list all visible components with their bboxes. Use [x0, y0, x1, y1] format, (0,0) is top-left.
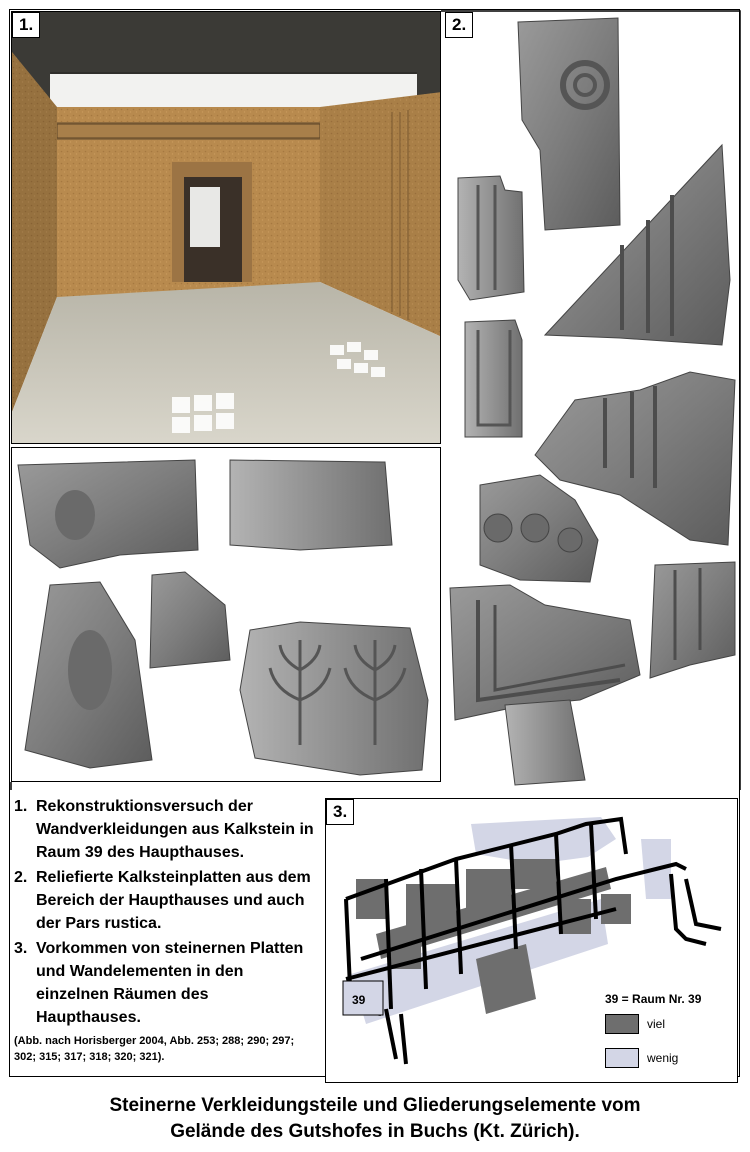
caption-block [14, 795, 314, 1065]
caption-item-1 [14, 795, 314, 864]
legend-swatch-dark [605, 1014, 639, 1034]
caption-reference: (Abb. nach Horisberger 2004, Abb. 253; 288; 290; 297; 302; 315; 317; 318; 320; 321). [14, 1035, 295, 1063]
legend-title: 39 = Raum Nr. 39 [605, 992, 702, 1006]
caption-num: 2. [14, 869, 28, 886]
figure-title [0, 1093, 750, 1145]
legend-swatch-light [605, 1048, 639, 1068]
room-39-label: 39 [352, 993, 366, 1007]
legend-label: wenig [647, 1051, 679, 1065]
caption-item-2 [14, 866, 314, 935]
legend-label: viel [647, 1017, 666, 1031]
caption-num: 1. [14, 798, 28, 815]
caption-num: 3. [14, 940, 28, 957]
caption-text: Reliefierte Kalksteinplatten aus dem Bereich der Haupthauses und auch der Pars rustica. [36, 869, 311, 932]
map-legend [605, 992, 735, 1068]
legend-item-viel [605, 1014, 735, 1034]
legend-item-wenig [605, 1048, 735, 1068]
caption-text: Rekonstruktionsversuch der Wandverkleidungen aus Kalkstein in Raum 39 des Haupthauses. [36, 798, 314, 861]
figure-title-line-1: Steinerne Verkleidungsteile und Gliederungselemente vom [109, 1095, 641, 1116]
panel-3-label: 3. [326, 799, 354, 825]
panel-1-label: 1. [12, 12, 40, 38]
caption-text: Vorkommen von steinernen Platten und Wandelementen in den einzelnen Räumen des Haupthauses. [36, 940, 304, 1026]
caption-item-3 [14, 937, 314, 1029]
figure-title-line-2: Gelände des Gutshofes in Buchs (Kt. Zürich). [170, 1121, 580, 1142]
panel-2-label: 2. [445, 12, 473, 38]
